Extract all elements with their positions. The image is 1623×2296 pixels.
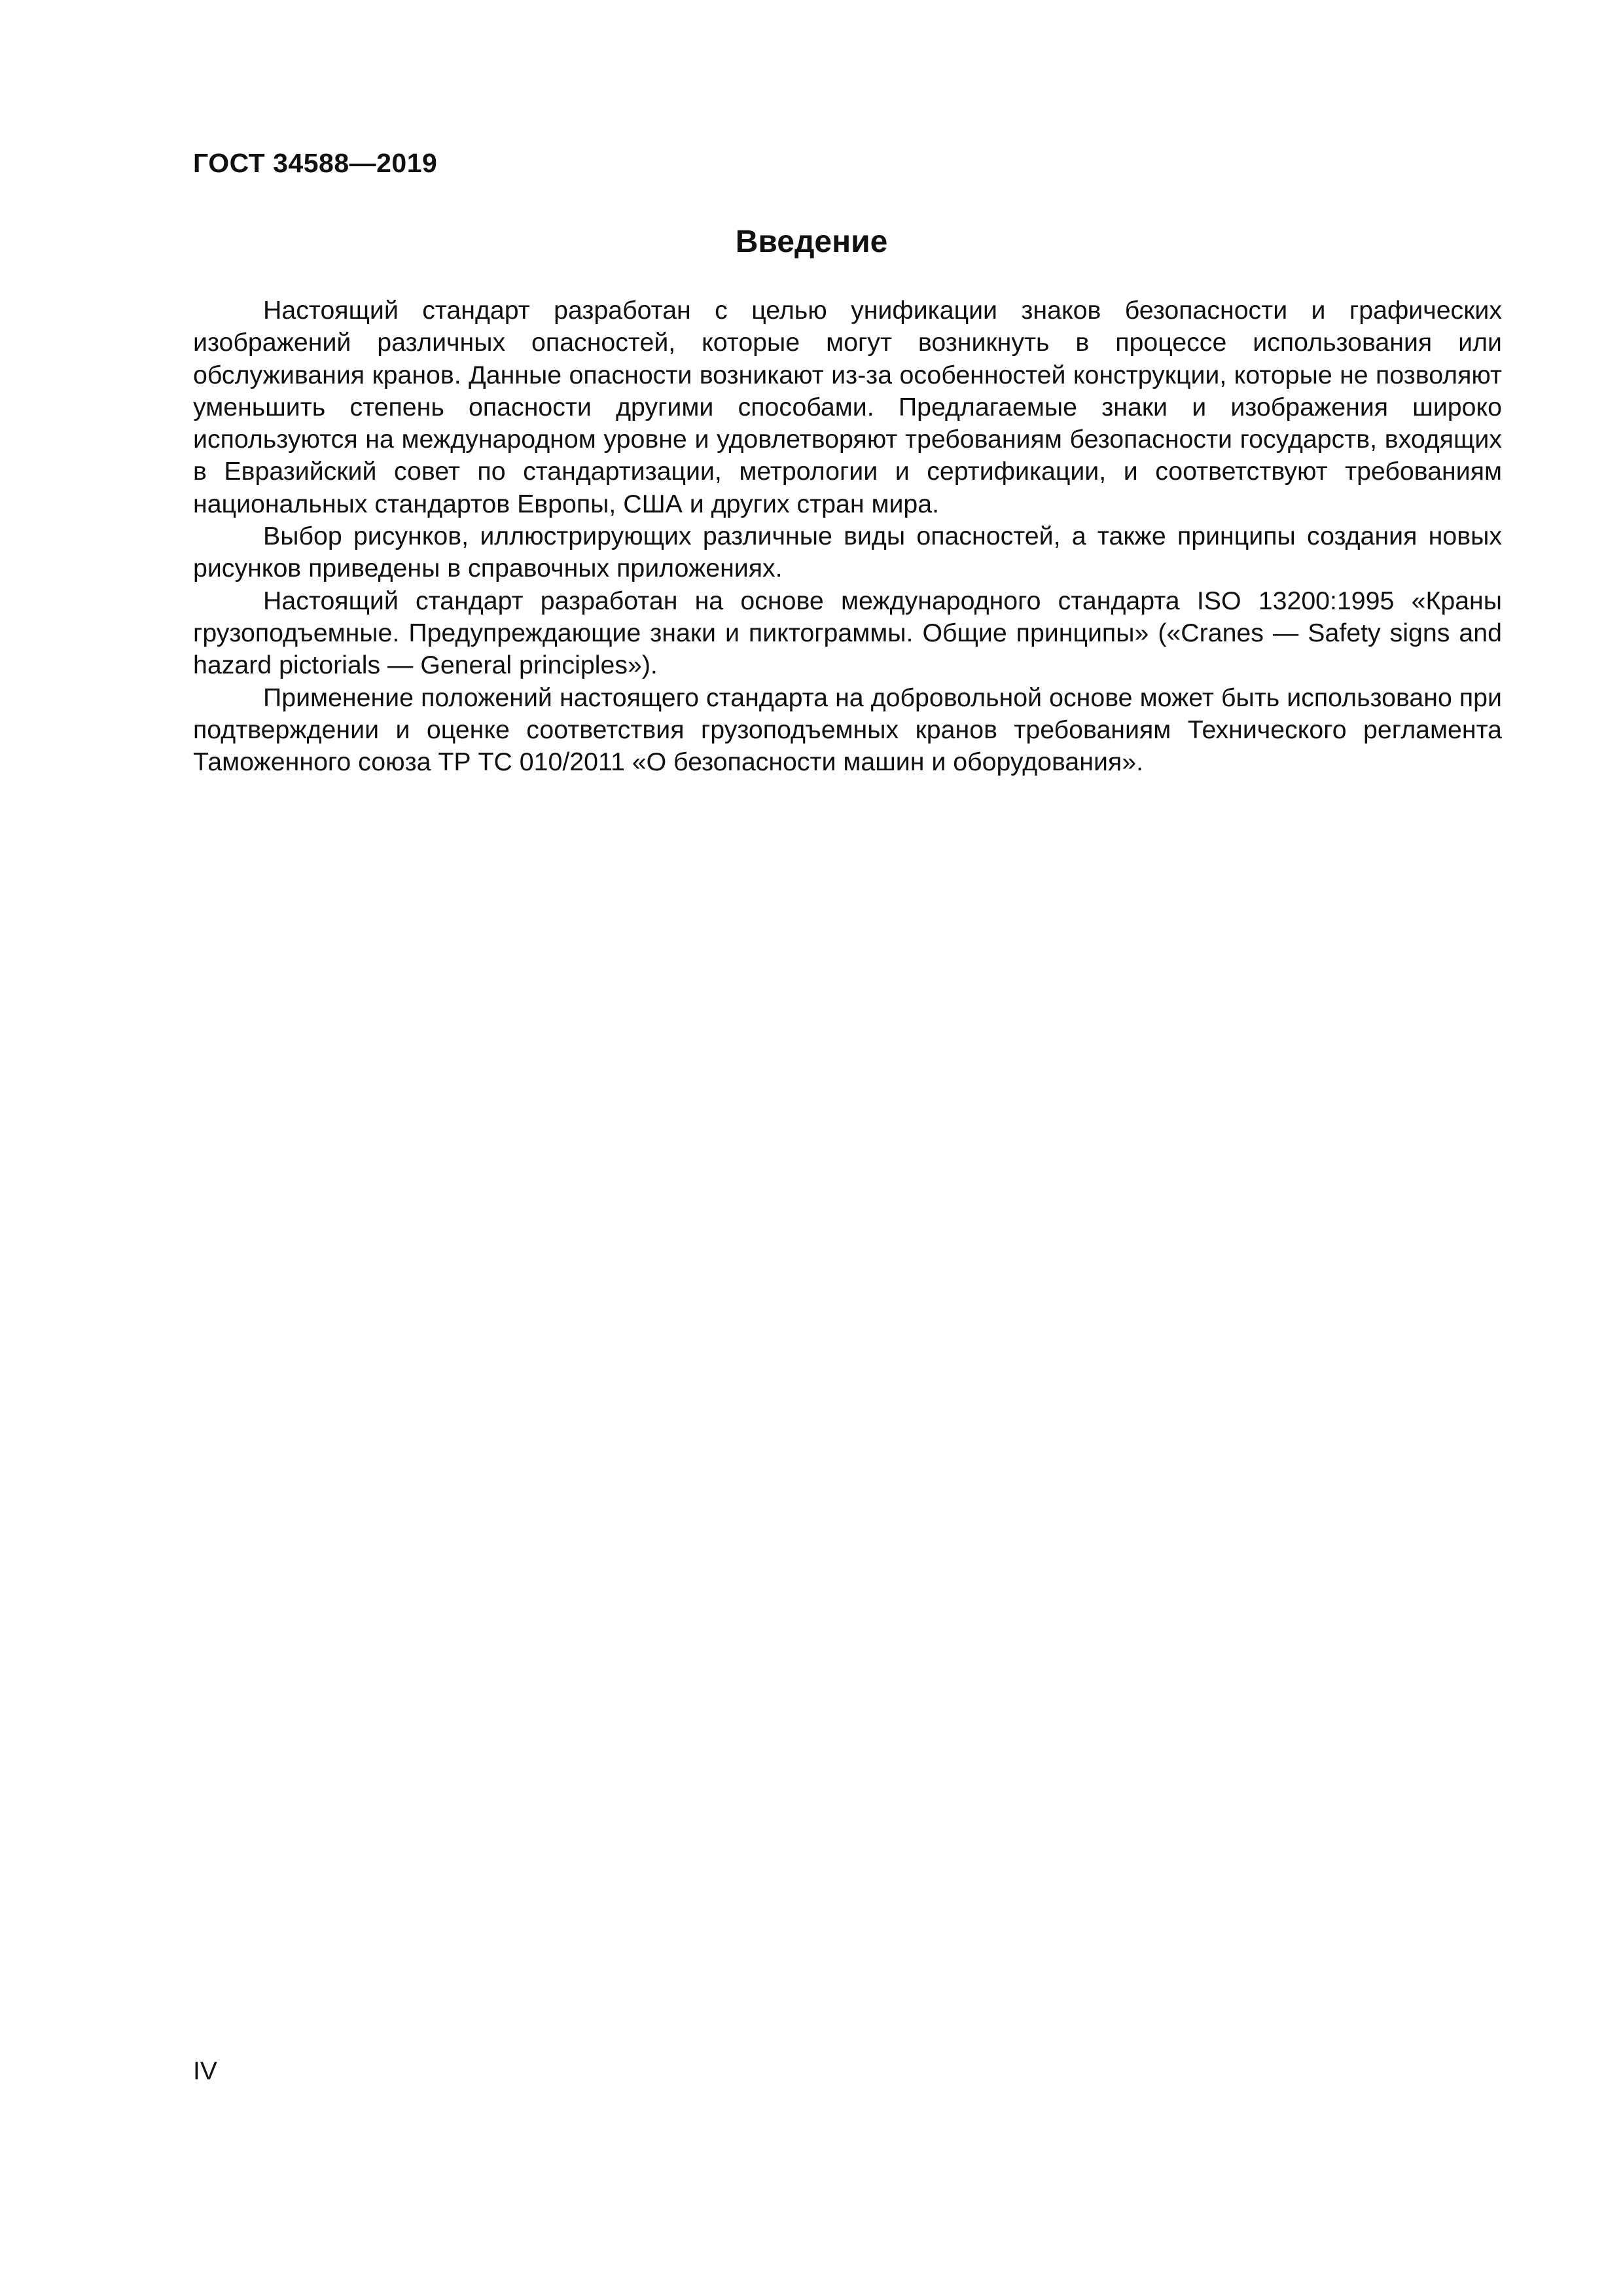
document-header-id: ГОСТ 34588—2019 [193, 148, 438, 178]
introduction-body [193, 295, 1502, 778]
paragraph-3: Настоящий стандарт разработан на основе международного стандарта ISO 13200:1995 «Краны грузоподъемные. Предупреждающие знаки и пиктограммы. Общие принципы» («Cranes — Safety signs and hazard pictorials — General principles»). [193, 586, 1502, 680]
paragraph-2: Выбор рисунков, иллюстрирующих различные виды опасностей, а также принципы создания новых рисунков приведены в справочных приложениях. [193, 522, 1502, 583]
paragraph-1: Настоящий стандарт разработан с целью унификации знаков безопасности и графических изображений различных опасностей, которые могут возникнуть в процессе использования или обслуживания кранов. Данные опасности возникают из-за особенностей конструкции, которые не позволяют уменьшить степень опасности другими способами. Предлагаемые знаки и изображения широко используются на международном уровне и удовлетворяют требованиям безопасности государств, входящих в Евразийский совет по стандартизации, метрологии и сертификации, и соответствуют требованиям национальных стандартов Европы, США и других стран мира. [193, 296, 1502, 518]
paragraph-4: Применение положений настоящего стандарта на добровольной основе может быть использовано при подтверждении и оценке соответствия грузоподъемных кранов требованиям Технического регламента Таможенного союза ТР ТС 010/2011 «О безопасности машин и оборудования». [193, 683, 1502, 777]
page-number: IV [193, 2057, 217, 2085]
section-title: Введение [735, 224, 888, 259]
